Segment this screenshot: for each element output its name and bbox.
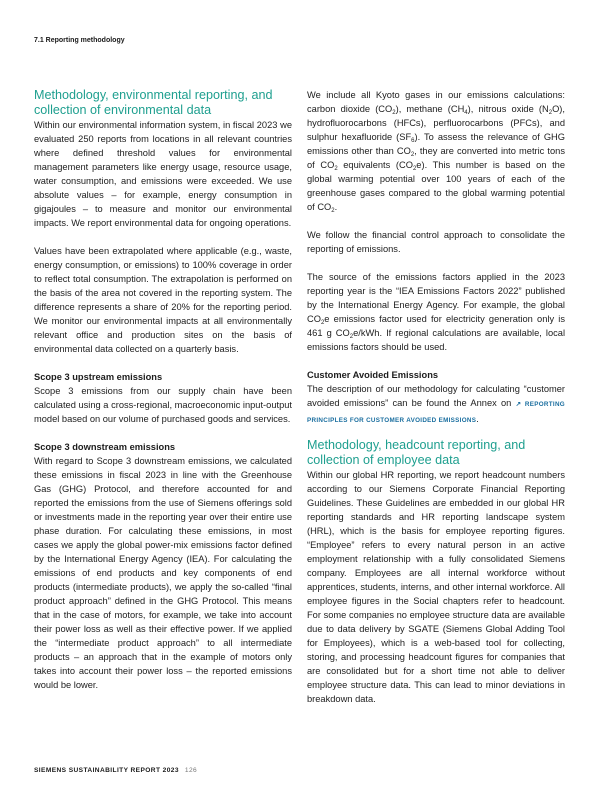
paragraph-scope3-upstream: Scope 3 emissions from our supply chain have been calculated using a cross-regional, macroeconomic input-output model based on our volume of purchased goods and services. (34, 386, 292, 424)
paragraph-emissions-factors: The source of the emissions factors applied in the 2023 reporting year is the “IEA Emissions Factors 2022” published by the International Energy Agency. For example, the global $CO_2e$ emissions factor used for electricity generation only is 461 g $CO_2e$/kWh. If regional calculations are available, local emissions factors should be used. (307, 272, 566, 352)
paragraph-scope3-downstream: With regard to Scope 3 downstream emissions, we calculated these emissions in fiscal 2023 in line with the Greenhouse Gas (GHG) Protocol, and therefore accounted for and reported the emissions from the use of Siemens offerings sold or investments made in the reporting year over their entire use phase duration. For calculating these emissions, in most cases we apply the global power-mix emissions factor defined by the International Energy Agency (IEA). For calculating the emissions of end products and key components of end products (intermediate products), we apply the so-called “final product approach” defined in the GHG Protocol. This means that in the case of motors, for example, we take into account their power loss as well as their effective power. If we applied the “intermediate product approach” to all intermediate products – an approach that in the example of motors only takes into account their power loss – the reported emissions would be lower. (34, 456, 292, 690)
paragraph-customer-avoided-emissions: The description of our methodology for calculating “customer avoided emissions” can be found the Annex on ↗ REPORTING PRINCIPLES FOR CUSTOMER AVOIDED EMISSIONS. (307, 384, 565, 424)
right-column (307, 88, 565, 706)
page-number: 126 (184, 767, 198, 774)
footer (34, 767, 197, 774)
heading-scope3-upstream: Scope 3 upstream emissions (34, 372, 163, 382)
paragraph-financial-control: We follow the financial control approach to consolidate the reporting of emissions. (307, 230, 565, 254)
heading-headcount-reporting: Methodology, headcount reporting, and collection of employee data (307, 438, 526, 467)
footer-report-title: SIEMENS SUSTAINABILITY REPORT 2023 (34, 767, 179, 774)
link-reporting-principles[interactable]: ↗ REPORTING PRINCIPLES FOR CUSTOMER AVOIDED EMISSIONS (307, 401, 565, 424)
heading-environmental-reporting: Methodology, environmental reporting, and collection of environmental data (34, 88, 273, 117)
heading-scope3-downstream: Scope 3 downstream emissions (34, 442, 176, 452)
paragraph-extrapolation: Values have been extrapolated where applicable (e.g., waste, energy consumption, or emissions) to 100% coverage in order to reflect total consumption. The extrapolation is performed on the basis of the area not covered in the reporting system. The difference represents a share of 20% for the reporting period. We monitor our environmental impacts at all environmentally relevant office and production sites on the basis of environmental data collected on a quarterly basis. (34, 246, 292, 354)
section-label: 7.1 Reporting methodology (34, 37, 125, 44)
left-column (34, 88, 292, 692)
heading-customer-avoided-emissions: Customer Avoided Emissions (307, 370, 439, 380)
paragraph-hr-reporting: Within our global HR reporting, we report headcount numbers according to our Siemens Corporate Financial Reporting Guidelines. These Guidelines are embedded in our global HR reporting standards and HR reporting landscape system (HRL), which is the basis for employee reporting figures. “Employee” refers to every natural person in an active employment relationship with a fully consolidated Siemens company. Employees are all internal workforce without apprentices, students, interns, and other internal workforce. All employee figures in the Social chapters refer to headcount. For some companies no employee structure data are available due to data delivery by SGATE (Siemens Global Adding Tool for Employees), which is a web-based tool for collecting, storing, and processing headcount figures for companies that are consolidated but for a short time not able to deliver employee structure data. This can lead to minor deviations in breakdown data. (307, 470, 565, 704)
paragraph-environmental-system: Within our environmental information system, in fiscal 2023 we evaluated 250 reports from locations in all relevant countries where defined threshold values for environmental management parameters like energy usage, resource usage, water consumption, and emissions were exceeded. We use absolute values – for example, energy consumption in gigajoules – to measure and monitor our environmental impacts. We report environmental data for ongoing operations. (34, 120, 292, 228)
paragraph-kyoto-gases: We include all Kyoto gases in our emissions calculations: carbon dioxide $(CO_2)$, methane $(CH_4)$, nitrous oxide $(N_2O)$, hydrofluorocarbons (HFCs), perfluorocarbons (PFCs), and sulphur hexafluoride $(SF_6)$. To assess the relevance of GHG emissions other than $CO_2$, they are converted into metric tons of $CO_2$ equivalents $(CO_2e)$. This number is based on the global warming potential over 100 years of each of the greenhouse gases compared to the global warming potential of $CO_2$. (307, 90, 565, 214)
